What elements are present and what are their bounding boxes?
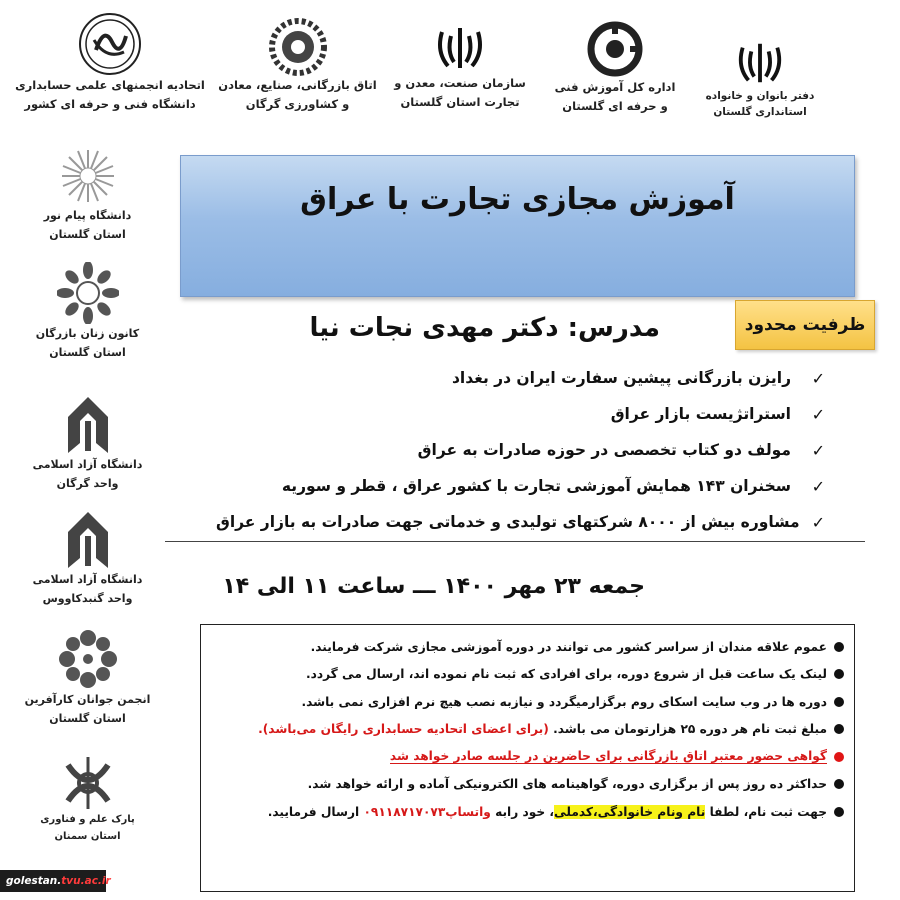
highlighted-fields: نام ونام خانوادگی،کدملی	[554, 804, 706, 819]
note-item	[201, 771, 844, 799]
logo-caption-line2: و کشاورزی گرگان	[245, 97, 350, 111]
check-icon: ✓	[811, 368, 825, 388]
credential-item	[265, 432, 825, 468]
side-logo-caption-line2: استان گلستان	[49, 228, 126, 241]
red-bullet-icon	[834, 752, 844, 762]
note-item	[201, 688, 844, 716]
watermark-domain-a: golestan.	[6, 875, 62, 887]
side-logo-caption-line1: دانشگاه آزاد اسلامی	[32, 573, 143, 586]
bullet-icon	[834, 697, 844, 707]
logo-caption-line1: اتحادیه انجمنهای علمی حسابداری	[15, 78, 205, 92]
note-text: مبلغ ثبت نام هر دوره ۲۵ هزارتومان می باشد.	[553, 722, 827, 737]
credential-item	[215, 504, 825, 540]
instructor-heading: مدرس: دکتر مهدی نجات نیا	[309, 313, 660, 343]
note-text: ارسال فرمایید.	[267, 804, 364, 819]
credential-text: مشاوره بیش از ۸۰۰۰ شرکتهای تولیدی و خدماتی جهت صادرات به بازار عراق	[215, 513, 800, 531]
side-logo-caption-line2: استان گلستان	[49, 712, 126, 725]
credential-text: رایزن بازرگانی پیشین سفارت ایران در بغداد	[451, 369, 791, 387]
logo-caption-line2: و حرفه ای گلستان	[562, 99, 668, 113]
logo-caption-line1: اداره کل آموزش فنی	[554, 80, 676, 94]
check-icon: ✓	[811, 440, 825, 460]
logo-caption-line2: استانداری گلستان	[713, 106, 807, 118]
payam-noor-logo	[20, 146, 155, 244]
check-icon: ✓	[811, 512, 825, 532]
credential-text: استراتژیست بازار عراق	[610, 405, 791, 423]
event-date: جمعه ۲۳ مهر ۱۴۰۰ ـــ ساعت ۱۱ الی ۱۴	[222, 574, 645, 599]
note-text: ، خود رابه	[490, 804, 555, 819]
note-text: دوره ها در وب سایت اسکای روم برگزارمیگردد و نیازبه نصب هیچ نرم افزاری نمی باشد.	[301, 694, 827, 709]
credential-item	[265, 360, 825, 396]
whatsapp-number: واتساپ۰۹۱۱۸۷۱۷۰۷۳	[363, 804, 491, 819]
side-logo-caption-line1: دانشگاه آزاد اسلامی	[32, 458, 143, 471]
note-text: جهت ثبت نام، لطفا	[709, 804, 827, 819]
logo-caption-line2: تجارت استان گلستان	[400, 95, 520, 109]
women-family-office-logo	[700, 38, 820, 120]
note-item	[201, 661, 844, 689]
note-text: حداکثر ده روز پس از برگزاری دوره، گواهینامه های الکترونیکی آماده و ارائه خواهد شد.	[307, 777, 827, 792]
industry-organization-logo	[390, 22, 530, 112]
technical-training-emblem-icon	[586, 20, 644, 78]
watermark-domain-b: tvu.ac.ir	[61, 875, 111, 887]
bullet-icon	[834, 779, 844, 789]
certificate-note: گواهی حضور معتبر اتاق بازرگانی برای حاضرین در جلسه صادر خواهد شد	[389, 749, 827, 764]
credentials-list	[215, 360, 825, 540]
check-icon: ✓	[811, 476, 825, 496]
gear-emblem-icon	[269, 18, 327, 76]
bullet-icon	[834, 669, 844, 679]
credential-text: مولف دو کتاب تخصصی در حوزه صادرات به عراق	[417, 441, 791, 459]
accounting-association-emblem-icon	[78, 12, 142, 76]
notes-box	[200, 624, 855, 892]
side-logo-caption-line1: پارک علم و فناوری	[40, 814, 135, 825]
page-title: آموزش مجازی تجارت با عراق	[300, 182, 735, 217]
logo-caption-line1: سازمان صنعت، معدن و	[394, 76, 526, 90]
azad-university-emblem-icon	[64, 395, 112, 455]
site-watermark	[0, 870, 111, 892]
young-entrepreneurs-logo	[20, 628, 155, 728]
credential-item	[265, 468, 825, 504]
note-text: عموم علاقه مندان از سراسر کشور می توانند در دوره آموزشی مجازی شرکت فرمایند.	[310, 639, 827, 654]
note-free-members: (برای اعضای اتحادیه حسابداری رایگان می‌باشد).	[258, 722, 554, 737]
note-item	[201, 743, 844, 771]
azad-university-emblem-icon	[64, 510, 112, 570]
bullet-icon	[834, 724, 844, 734]
logo-caption-line2: دانشگاه فنی و حرفه ای کشور	[24, 97, 196, 111]
title-banner	[180, 155, 855, 297]
note-item	[201, 798, 844, 826]
bullet-icon	[834, 642, 844, 652]
azad-university-gonbad-logo	[20, 510, 155, 608]
science-park-emblem-icon	[60, 755, 116, 811]
side-logo-caption-line1: کانون زنان بازرگان	[35, 327, 140, 340]
side-logo-caption-line2: استان گلستان	[49, 346, 126, 359]
iran-emblem-icon	[434, 22, 486, 74]
limited-capacity-badge: ظرفیت محدود	[735, 300, 875, 350]
side-logo-caption-line1: دانشگاه پیام نور	[43, 209, 132, 222]
accounting-association-logo	[15, 12, 205, 114]
side-logo-caption-line2: استان سمنان	[54, 831, 121, 842]
logo-caption-line1: دفتر بانوان و خانواده	[705, 90, 815, 102]
side-logo-caption-line2: واحد گرگان	[56, 477, 119, 490]
note-text: لینک یک ساعت قبل از شروع دوره، برای افرادی که ثبت نام نموده اند، ارسال می گردد.	[305, 667, 827, 682]
section-divider	[165, 541, 865, 542]
science-park-logo	[20, 755, 155, 845]
sunflower-emblem-icon	[57, 262, 119, 324]
side-logo-caption-line1: انجمن جوانان کارآفرین	[24, 693, 151, 706]
flower-emblem-icon	[57, 628, 119, 690]
note-item	[201, 633, 844, 661]
side-logo-caption-line2: واحد گنبدکاووس	[42, 592, 133, 605]
logo-caption-line1: اتاق بازرگانی، صنایع، معادن	[218, 78, 377, 92]
chamber-commerce-logo	[215, 18, 380, 114]
credential-text: سخنران ۱۴۳ همایش آموزشی تجارت با کشور عراق ، قطر و سوریه	[281, 477, 791, 495]
note-item	[201, 716, 844, 744]
credential-item	[265, 396, 825, 432]
iran-emblem-icon	[735, 38, 785, 88]
azad-university-gorgan-logo	[20, 395, 155, 493]
technical-training-logo	[550, 20, 680, 116]
check-icon: ✓	[811, 404, 825, 424]
women-traders-logo	[20, 262, 155, 362]
bullet-icon	[834, 807, 844, 817]
payam-noor-emblem-icon	[58, 146, 118, 206]
